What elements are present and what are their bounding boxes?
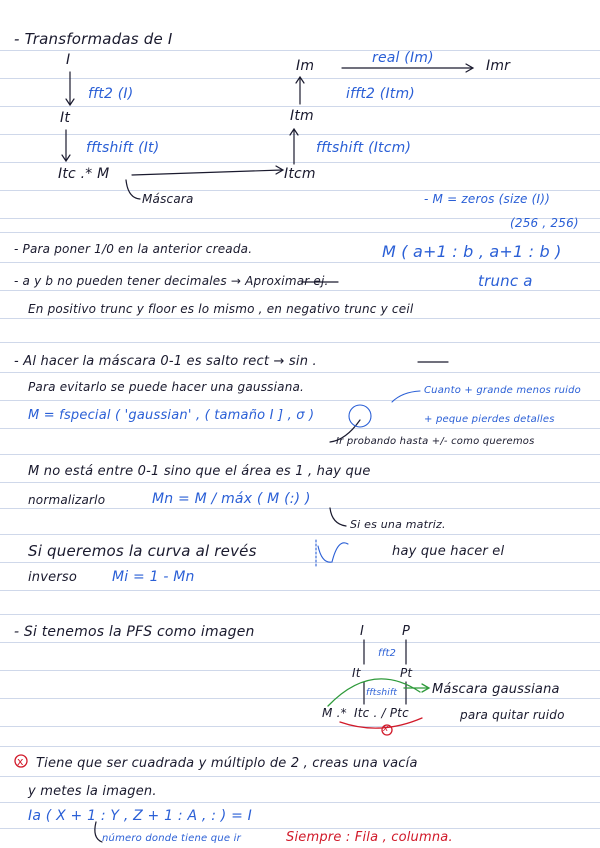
- node-Im: Im: [296, 58, 315, 74]
- line-inverso-formula: Mi = 1 - Mn: [112, 569, 195, 585]
- line-ayb: - a y b no pueden tener decimales → Aproximar ej.: [14, 274, 329, 288]
- d2-node-Pt: Pt: [400, 666, 413, 680]
- line-siempre: Siempre : Fila , columna.: [286, 830, 453, 845]
- bullet-circle-mark: x: [17, 755, 24, 768]
- bullet-circle-icon: [15, 755, 27, 767]
- curve-sketch-icon: [318, 543, 348, 562]
- zeros-line-1: - M = zeros (size (I)): [424, 192, 550, 206]
- note-probando: Ir probando hasta +/- como queremos: [336, 436, 535, 447]
- line-ayb-trunc: trunc a: [478, 272, 533, 290]
- hook-arrow-icon: [330, 420, 360, 442]
- note-numero: número donde tiene que ir: [102, 833, 241, 844]
- d2-node-P: P: [402, 624, 411, 639]
- d2-node-Itc-Ptc: Itc . / Ptc: [354, 706, 409, 720]
- d2-node-M: M .*: [322, 706, 347, 720]
- line-mascara: - Al hacer la máscara 0-1 es salto rect → sin .: [14, 354, 317, 369]
- d2-label-mascara: Máscara gaussiana: [432, 682, 560, 697]
- line-Mn: Mn = M / máx ( M (:) ): [152, 491, 311, 507]
- hook-arrow-icon: [95, 822, 102, 842]
- d2-label-fftshift: fftshift: [366, 688, 398, 698]
- note-matriz: Si es una matriz.: [350, 518, 446, 531]
- node-Itc: Itc .* M: [58, 166, 110, 182]
- label-fft2: fft2 (I): [88, 86, 134, 102]
- line-para-poner: - Para poner 1/0 en la anterior creada.: [14, 242, 253, 256]
- label-ifft2: ifft2 (Itm): [346, 86, 415, 102]
- line-si-queremos: Si queremos la curva al revés: [28, 542, 257, 560]
- line-fspecial: M = fspecial ( 'gaussian' , ( tamaño I ] , σ ): [28, 408, 315, 423]
- d2-node-It: It: [352, 666, 361, 680]
- arrow-right-icon: [132, 170, 282, 175]
- label-real: real (Im): [372, 50, 434, 66]
- red-arc-icon: [340, 718, 422, 728]
- line-pfs: - Si tenemos la PFS como imagen: [14, 624, 255, 640]
- line-M-no: M no está entre 0-1 sino que el área es 1 , hay que: [28, 464, 371, 479]
- line-tiene: Tiene que ser cuadrada y múltiplo de 2 , creas una vacía: [36, 756, 418, 771]
- d2-circle-mark: x: [383, 724, 389, 734]
- node-Imr: Imr: [486, 58, 511, 74]
- d2-node-I: I: [360, 624, 365, 639]
- node-Itm: Itm: [290, 108, 314, 124]
- note-arrow-icon: [392, 391, 420, 402]
- note-pequena: + peque pierdes detalles: [424, 414, 555, 425]
- label-mascara: Máscara: [142, 192, 194, 206]
- node-It: It: [60, 110, 71, 126]
- hook-arrow-icon: [126, 180, 140, 199]
- line-si-queremos-end: hay que hacer el: [392, 544, 505, 559]
- note-grande: Cuanto + grande menos ruido: [424, 385, 581, 396]
- zeros-line-2: (256 , 256): [510, 216, 579, 230]
- heading: - Transformadas de I: [14, 30, 173, 48]
- d2-label-fft2: fft2: [378, 648, 397, 659]
- line-inverso: inverso: [28, 570, 78, 585]
- node-Itcm: Itcm: [284, 166, 316, 182]
- label-fftshift-It: fftshift (It): [86, 140, 160, 156]
- line-evitarlo: Para evitarlo se puede hacer una gaussiana.: [28, 380, 305, 394]
- line-positivo: En positivo trunc y floor es lo mismo , en negativo trunc y ceil: [28, 302, 414, 316]
- line-Ia: Ia ( X + 1 : Y , Z + 1 : A , : ) = I: [28, 808, 252, 824]
- hook-arrow-icon: [330, 508, 346, 526]
- line-normalizarlo: normalizarlo: [28, 493, 106, 507]
- node-I: I: [66, 52, 71, 68]
- line-para-poner-formula: M ( a+1 : b , a+1 : b ): [382, 242, 562, 261]
- line-metes: y metes la imagen.: [28, 784, 157, 799]
- red-circle-marker-icon: [382, 725, 392, 735]
- sigma-circle-icon: [349, 405, 371, 427]
- label-fftshift-Itcm: fftshift (Itcm): [316, 140, 412, 156]
- d2-label-quitar: para quitar ruido: [460, 708, 565, 722]
